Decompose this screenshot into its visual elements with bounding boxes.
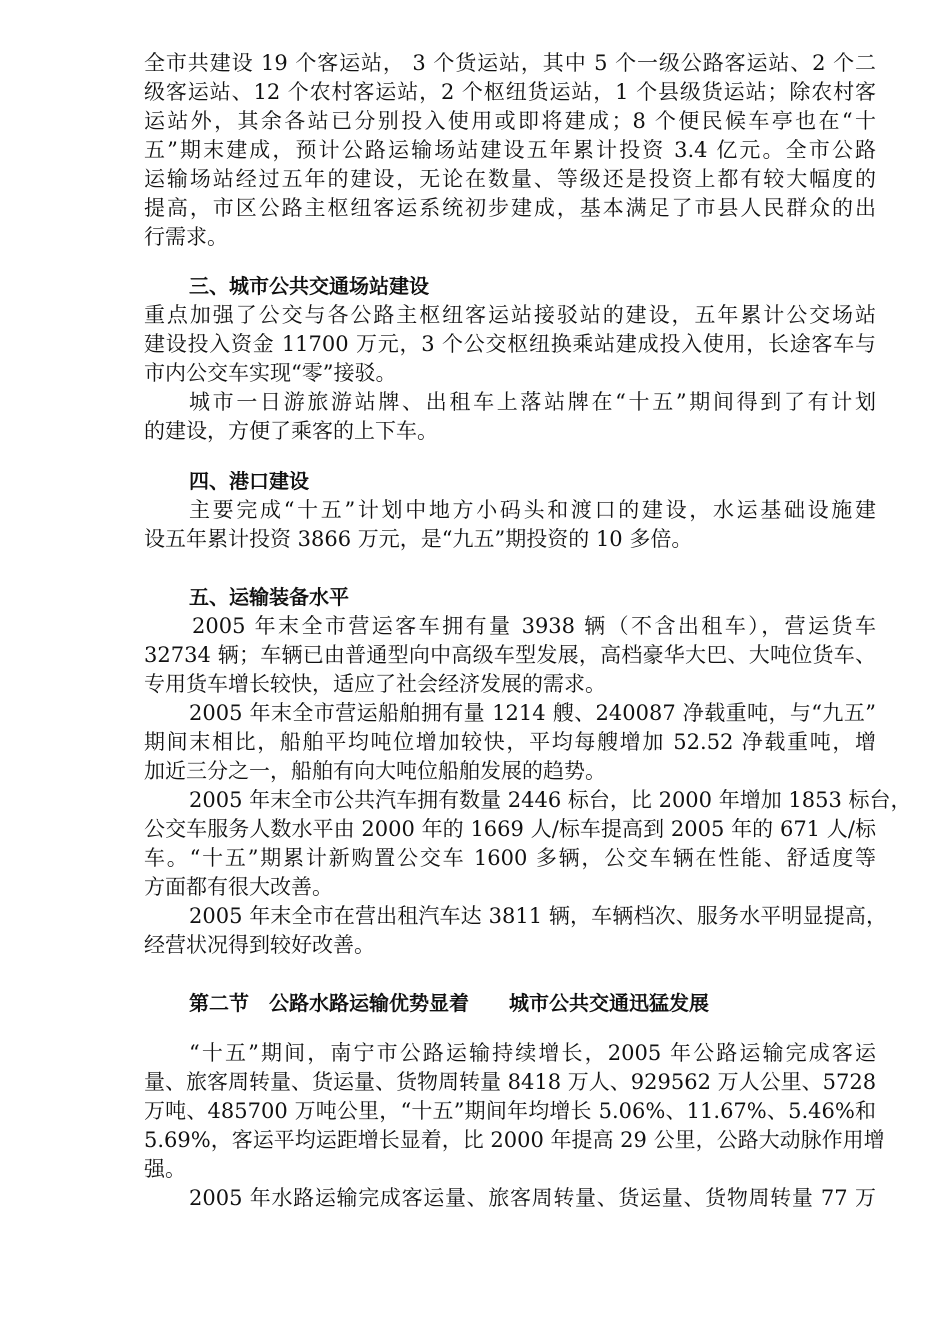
paragraph-line: 公交车服务人数水平由 2000 年的 1669 人/标车提高到 2005 年的 671 人/标	[144, 817, 876, 841]
paragraph-line: 市内公交车实现“零”接驳。	[144, 361, 397, 385]
paragraph-line: 城市一日游旅游站牌、出租车上落站牌在“十五”期间得到了有计划	[189, 390, 876, 414]
paragraph-line: 量、旅客周转量、货运量、货物周转量 8418 万人、929562 万人公里、5728	[144, 1070, 877, 1094]
paragraph-line: 重点加强了公交与各公路主枢纽客运站接驳站的建设，五年累计公交场站	[144, 303, 876, 327]
paragraph-line: 方面都有很大改善。	[144, 875, 333, 899]
paragraph-line: 行需求。	[144, 225, 228, 249]
paragraph-line: 运站外，其余各站已分别投入使用或即将建成；8 个便民候车亭也在“十	[144, 109, 876, 133]
paragraph-line: 万吨、485700 万吨公里，“十五”期间年均增长 5.06%、11.67%、5.46%和	[144, 1099, 876, 1123]
section-heading: 五、运输装备水平	[189, 585, 349, 609]
paragraph-line: 2005 年末全市在营出租汽车达 3811 辆，车辆档次、服务水平明显提高，	[189, 904, 887, 928]
paragraph-line: 32734 辆；车辆已由普通型向中高级车型发展，高档豪华大巴、大吨位货车、	[144, 643, 876, 667]
paragraph-line: 经营状况得到较好改善。	[144, 933, 375, 957]
chapter-heading: 第二节 公路水路运输优势显着 城市公共交通迅猛发展	[189, 991, 709, 1015]
paragraph-line: 2005 年水路运输完成客运量、旅客周转量、货运量、货物周转量 77 万	[189, 1186, 876, 1210]
paragraph-line: “十五”期间，南宁市公路运输持续增长，2005 年公路运输完成客运	[189, 1041, 876, 1065]
paragraph-line: 全市共建设 19 个客运站， 3 个货运站，其中 5 个一级公路客运站、2 个二	[144, 51, 876, 75]
paragraph-line: 建设投入资金 11700 万元，3 个公交枢纽换乘站建成投入使用，长途客车与	[144, 332, 876, 356]
paragraph-line: 级客运站、12 个农村客运站，2 个枢纽货运站，1 个县级货运站；除农村客	[144, 80, 876, 104]
paragraph-line: 的建设，方便了乘客的上下车。	[144, 419, 438, 443]
paragraph-line: 2005 年末全市营运船舶拥有量 1214 艘、240087 净载重吨，与“九五”	[189, 701, 876, 725]
paragraph-line: 车。“十五”期累计新购置公交车 1600 多辆，公交车辆在性能、舒适度等	[144, 846, 876, 870]
paragraph-line: 5.69%，客运平均运距增长显着，比 2000 年提高 29 公里，公路大动脉作用增	[144, 1128, 885, 1152]
paragraph-line: 运输场站经过五年的建设，无论在数量、等级还是投资上都有较大幅度的	[144, 167, 876, 191]
paragraph-line: 五”期末建成，预计公路运输场站建设五年累计投资 3.4 亿元。全市公路	[144, 138, 876, 162]
paragraph-line: 主要完成“十五”计划中地方小码头和渡口的建设，水运基础设施建	[189, 498, 876, 522]
section-heading: 四、港口建设	[189, 469, 309, 493]
section-heading: 三、城市公共交通场站建设	[189, 274, 429, 298]
paragraph-line: 专用货车增长较快，适应了社会经济发展的需求。	[144, 672, 606, 696]
paragraph-line: 提高，市区公路主枢纽客运系统初步建成，基本满足了市县人民群众的出	[144, 196, 876, 220]
paragraph-line: 2005 年末全市营运客车拥有量 3938 辆（不含出租车），营运货车	[192, 614, 876, 638]
paragraph-line: 加近三分之一，船舶有向大吨位船舶发展的趋势。	[144, 759, 606, 783]
paragraph-line: 强。	[144, 1157, 186, 1181]
paragraph-line: 期间末相比，船舶平均吨位增加较快，平均每艘增加 52.52 净载重吨，增	[144, 730, 876, 754]
paragraph-line: 2005 年末全市公共汽车拥有数量 2446 标台，比 2000 年增加 1853 标台，	[189, 788, 912, 812]
paragraph-line: 设五年累计投资 3866 万元，是“九五”期投资的 10 多倍。	[144, 527, 693, 551]
